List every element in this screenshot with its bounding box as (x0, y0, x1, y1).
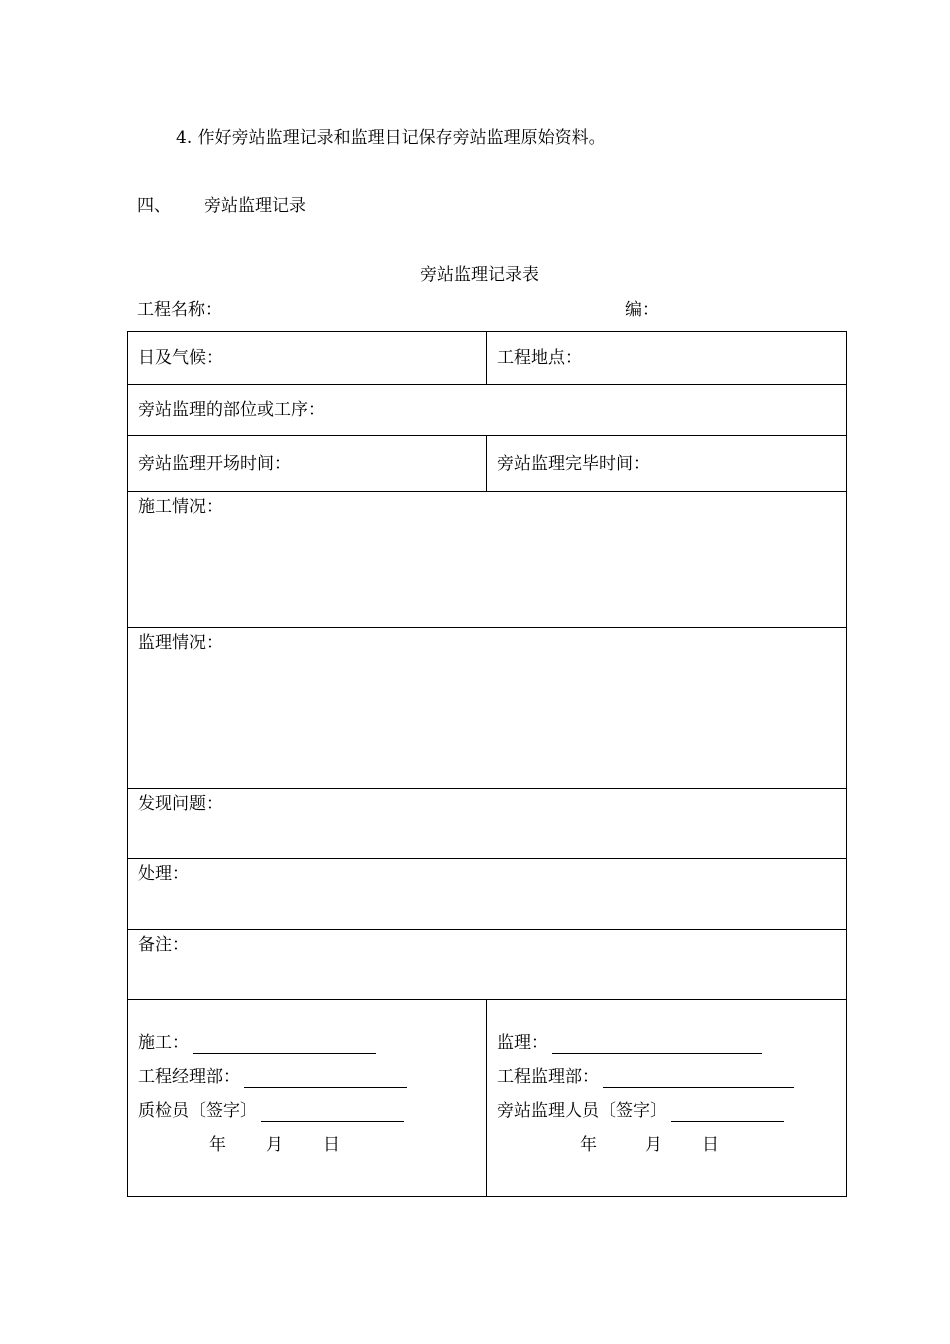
code-label: 编： (625, 300, 659, 320)
construction-sign-field[interactable] (193, 1031, 376, 1054)
project-name-label: 工程名称： (137, 300, 222, 320)
supervision-record-table (127, 331, 847, 1197)
right-date-line (497, 1128, 836, 1162)
problems-cell[interactable] (128, 789, 847, 859)
section-number: 四、 (137, 196, 171, 216)
part-process-cell[interactable] (128, 385, 847, 436)
project-dept-sign-line (138, 1060, 476, 1094)
construction-label: 施工情况： (138, 497, 223, 517)
supervision-dept-sign-line (497, 1060, 836, 1094)
supervision-dept-sign-label: 工程监理部： (497, 1067, 599, 1087)
left-year-label: 年 (209, 1135, 226, 1155)
supervision-sign-field[interactable] (552, 1031, 762, 1054)
right-month-label: 月 (645, 1135, 662, 1155)
signature-left-cell (128, 1000, 487, 1197)
supervision-cell[interactable] (128, 628, 847, 789)
construction-cell[interactable] (128, 492, 847, 628)
supervision-label: 监理情况： (138, 633, 223, 653)
section-title: 旁站监理记录 (204, 196, 306, 216)
start-time-cell[interactable] (128, 436, 487, 492)
form-title: 旁站监理记录表 (420, 265, 539, 285)
supervisor-sign-field[interactable] (671, 1099, 784, 1122)
construction-sign-line (138, 1026, 476, 1060)
handling-cell[interactable] (128, 859, 847, 930)
left-date-line (138, 1128, 476, 1162)
project-dept-sign-label: 工程经理部： (138, 1067, 240, 1087)
right-day-label: 日 (702, 1135, 719, 1155)
part-process-label: 旁站监理的部位或工序： (138, 400, 325, 420)
inspector-sign-line (138, 1094, 476, 1128)
supervision-sign-label: 监理： (497, 1033, 548, 1053)
signature-right-cell (487, 1000, 847, 1197)
start-time-label: 旁站监理开场时间： (138, 453, 291, 474)
location-cell[interactable] (487, 332, 847, 385)
remarks-label: 备注： (138, 935, 189, 955)
supervision-sign-line (497, 1026, 836, 1060)
construction-sign-label: 施工： (138, 1033, 189, 1053)
supervisor-sign-line (497, 1094, 836, 1128)
supervisor-sign-label: 旁站监理人员〔签字〕 (497, 1101, 667, 1121)
handling-label: 处理： (138, 864, 189, 884)
end-time-label: 旁站监理完毕时间： (497, 453, 650, 474)
project-dept-sign-field[interactable] (244, 1065, 407, 1088)
inspector-sign-field[interactable] (261, 1099, 404, 1122)
location-label: 工程地点： (497, 348, 582, 368)
supervision-dept-sign-field[interactable] (603, 1065, 794, 1088)
right-year-label: 年 (580, 1135, 597, 1155)
inspector-sign-label: 质检员〔签字〕 (138, 1101, 257, 1121)
date-weather-label: 日及气候： (138, 348, 223, 368)
left-day-label: 日 (323, 1135, 340, 1155)
date-weather-cell[interactable] (128, 332, 487, 385)
remarks-cell[interactable] (128, 930, 847, 1000)
intro-item-4: 4. 作好旁站监理记录和监理日记保存旁站监理原始资料。 (176, 128, 606, 148)
left-month-label: 月 (266, 1135, 283, 1155)
problems-label: 发现问题： (138, 794, 223, 814)
end-time-cell[interactable] (487, 436, 847, 492)
